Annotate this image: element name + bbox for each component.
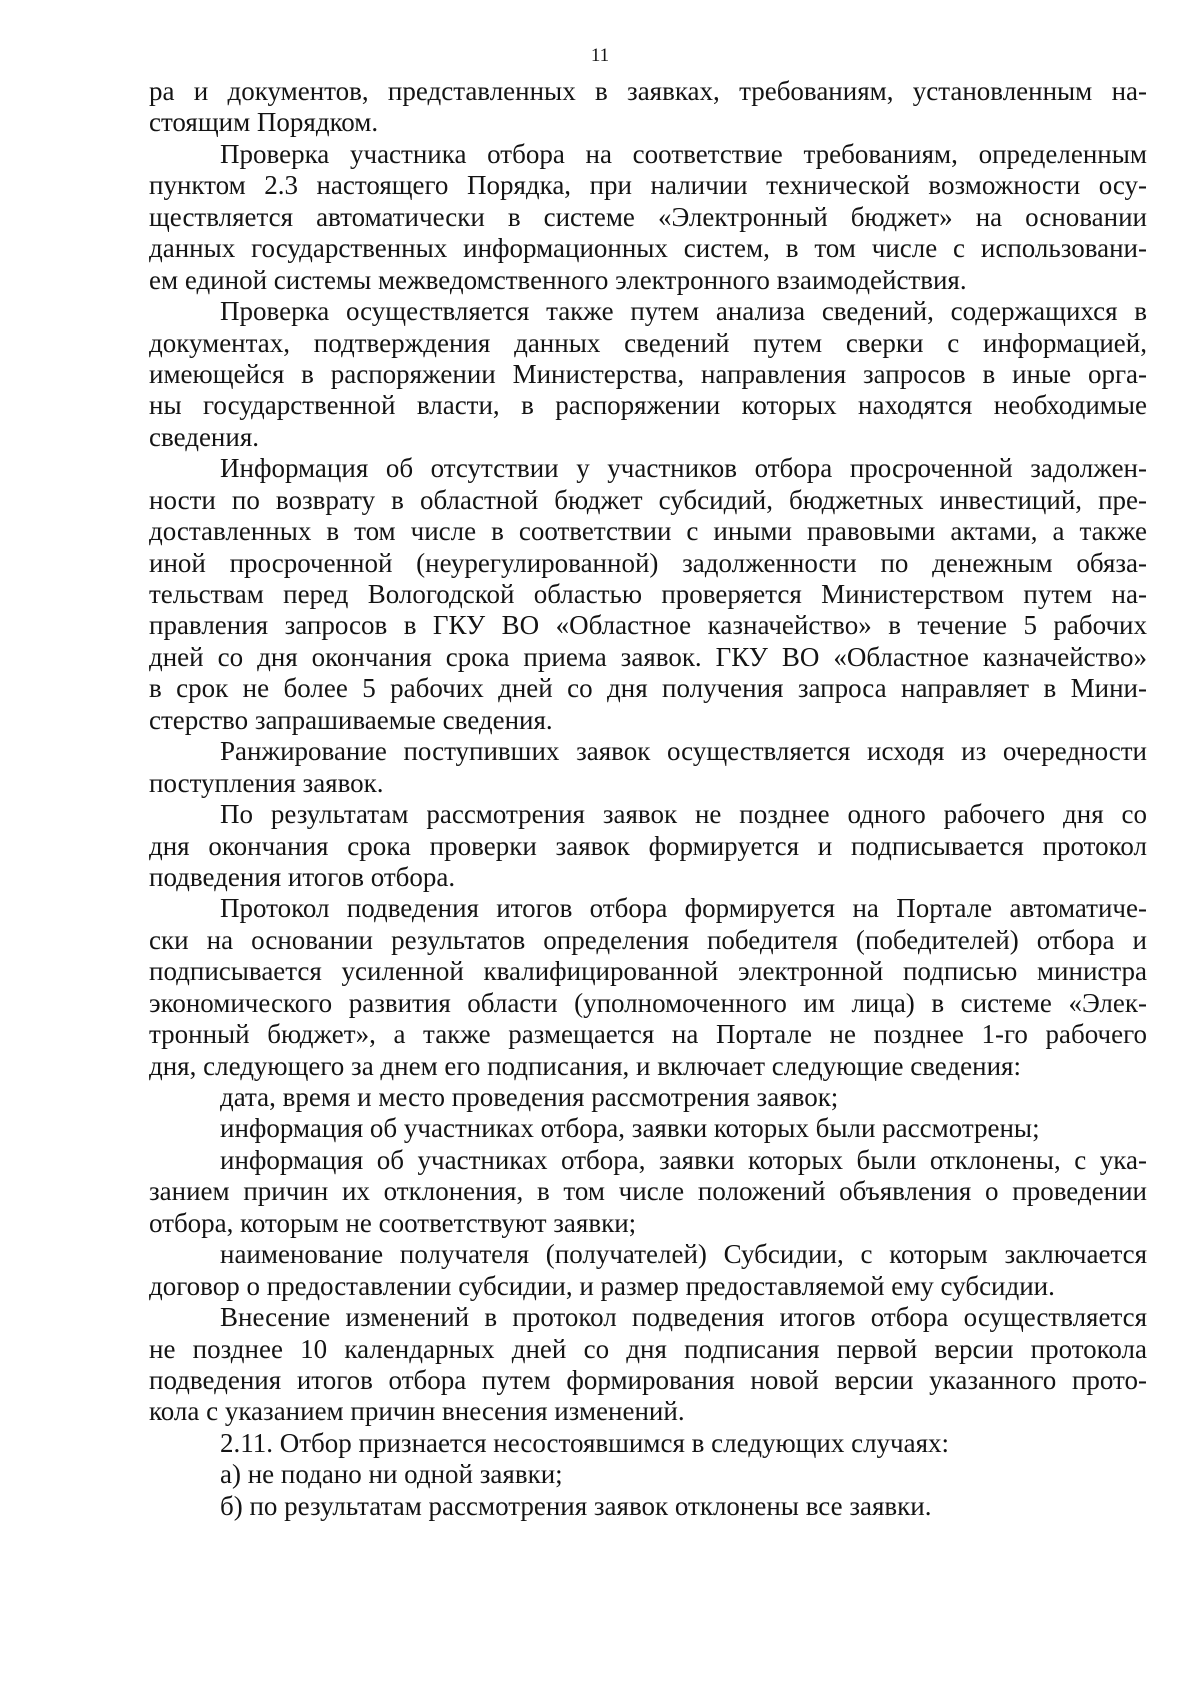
text-line: пунктом 2.3 настоящего Порядка, при наличии технической возможности осу- [149,170,1147,201]
text-line: По результатам рассмотрения заявок не позднее одного рабочего дня со [220,799,1147,830]
text-line: дата, время и место проведения рассмотрения заявок; [220,1082,839,1112]
text-line: дня, следующего за днем его подписания, и включает следующие сведения: [149,1050,1021,1081]
text-line: ра и документов, представленных в заявках, требованиям, установленным на- [149,76,1147,106]
text-line: информация об участниках отбора, заявки которых были отклонены, с ука- [220,1144,1147,1175]
text-line: не позднее 10 календарных дней со дня подписания первой версии протокола [149,1333,1147,1364]
text-line: 2.11. Отбор признается несостоявшимся в следующих случаях: [220,1427,950,1458]
text-line: занием причин их отклонения, в том числе положений объявления о проведении [149,1176,1147,1207]
text-line: договор о предоставлении субсидии, и размер предоставляемой ему субсидии. [149,1270,1055,1301]
page-number: 11 [590,45,610,66]
document-body [149,76,1147,1522]
text-line: Внесение изменений в протокол подведения итогов отбора осуществляется [220,1302,1147,1333]
text-line: экономического развития области (уполномоченного им лица) в системе «Элек- [149,987,1147,1018]
text-line: тронный бюджет», а также размещается на Портале не позднее 1-го рабочего [149,1019,1147,1050]
text-line: информация об участниках отбора, заявки которых были рассмотрены; [220,1113,1040,1144]
text-line: сведения. [149,421,259,452]
text-line: Проверка осуществляется также путем анализа сведений, содержащихся в [220,296,1147,327]
text-line: тельствам перед Вологодской областью проверяется Министерством путем на- [149,579,1147,609]
text-line: стерство запрашиваемые сведения. [149,704,553,735]
text-line: ски на основании результатов определения победителя (победителей) отбора и [149,924,1147,955]
text-line: Информация об отсутствии у участников отбора просроченной задолжен- [220,453,1147,484]
text-line: иной просроченной (неурегулированной) задолженности по денежным обяза- [149,547,1147,578]
text-line: дней со дня окончания срока приема заявок. ГКУ ВО «Областное казначейство» [149,641,1147,672]
text-line: подписывается усиленной квалифицированной электронной подписью министра [149,956,1147,987]
text-line: наименование получателя (получателей) Субсидии, с которым заключается [220,1239,1147,1270]
text-line: Ранжирование поступивших заявок осуществляется исходя из очередности [220,736,1147,767]
text-line: документах, подтверждения данных сведений путем сверки с информацией, [149,327,1147,358]
text-line: ществляется автоматически в системе «Электронный бюджет» на основании [149,201,1147,232]
text-line: б) по результатам рассмотрения заявок отклонены все заявки. [220,1490,932,1521]
text-line: Протокол подведения итогов отбора формируется на Портале автоматиче- [220,893,1147,924]
text-line: имеющейся в распоряжении Министерства, направления запросов в иные орга- [149,358,1147,389]
text-line: подведения итогов отбора путем формирования новой версии указанного прото- [149,1364,1147,1395]
text-line: Проверка участника отбора на соответствие требованиям, определенным [220,138,1147,169]
text-line: доставленных в том числе в соответствии с иными правовыми актами, а также [149,516,1147,547]
text-line: ности по возврату в областной бюджет субсидий, бюджетных инвестиций, пре- [149,484,1147,515]
text-line: подведения итогов отбора. [149,861,456,892]
text-line: в срок не более 5 рабочих дней со дня получения запроса направляет в Мини- [149,673,1147,704]
text-line: данных государственных информационных систем, в том числе с использовани- [149,233,1147,264]
text-line: дня окончания срока проверки заявок формируется и подписывается протокол [149,830,1147,861]
text-line: правления запросов в ГКУ ВО «Областное казначейство» в течение 5 рабочих [149,610,1147,641]
text-line: кола с указанием причин внесения изменений. [149,1396,685,1427]
text-line: отбора, которым не соответствуют заявки; [149,1207,637,1238]
text-line: поступления заявок. [149,767,384,798]
text-line: стоящим Порядком. [149,107,379,138]
text-line: а) не подано ни одной заявки; [220,1459,563,1490]
text-line: ны государственной власти, в распоряжении которых находятся необходимые [149,390,1147,421]
text-line: ем единой системы межведомственного электронного взаимодействия. [149,264,967,295]
